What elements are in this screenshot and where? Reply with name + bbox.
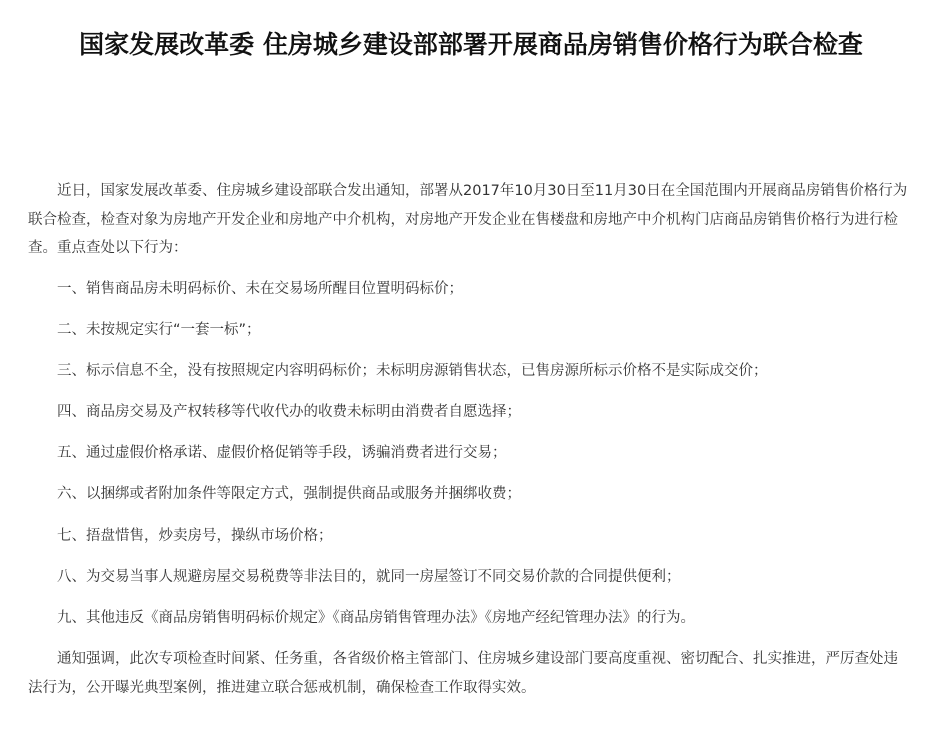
closing-paragraph: 通知强调，此次专项检查时间紧、任务重，各省级价格主管部门、住房城乡建设部门要高度重视、密切配合、扎实推进，严厉查处违法行为，公开曝光典型案例，推进建立联合惩戒机制，确保检查工作取得实效。	[28, 651, 898, 696]
list-item: 六、以捆绑或者附加条件等限定方式，强制提供商品或服务并捆绑收费；	[57, 486, 521, 503]
list-item: 五、通过虚假价格承诺、虚假价格促销等手段，诱骗消费者进行交易；	[57, 445, 507, 462]
intro-paragraph: 近日，国家发展改革委、住房城乡建设部联合发出通知，部署从2017年10月30日至11月30日在全国范围内开展商品房销售价格行为联合检查，检查对象为房地产开发企业和房地产中介机构，对房地产开发企业在售楼盘和房地产中介机构门店商品房销售价格行为进行检查。重点查处以下行为：	[28, 183, 908, 256]
list-item: 八、为交易当事人规避房屋交易税费等非法目的，就同一房屋签订不同交易价款的合同提供便利；	[57, 568, 681, 585]
list-item: 三、标示信息不全，没有按照规定内容明码标价；未标明房源销售状态，已售房源所标示价格不是实际成交价；	[57, 362, 768, 379]
list-item: 九、其他违反《商品房销售明码标价规定》《商品房销售管理办法》《房地产经纪管理办法》的行为。	[57, 610, 695, 626]
list-item: 七、捂盘惜售，炒卖房号，操纵市场价格；	[57, 527, 333, 544]
article-body	[28, 177, 908, 714]
list-item: 二、未按规定实行“一套一标”；	[57, 321, 261, 338]
list-item: 四、商品房交易及产权转移等代收代办的收费未标明由消费者自愿选择；	[57, 404, 521, 421]
list-item: 一、销售商品房未明码标价、未在交易场所醒目位置明码标价；	[57, 280, 463, 297]
article-title: 国家发展改革委 住房城乡建设部部署开展商品房销售价格行为联合检查	[79, 30, 863, 59]
